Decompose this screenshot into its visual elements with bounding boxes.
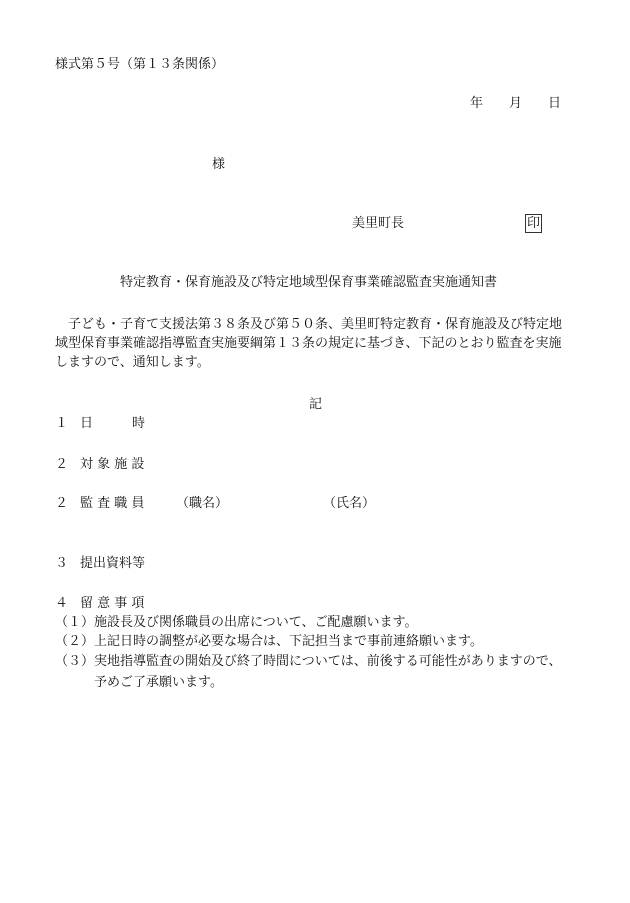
inspector-title-field: （職名） — [176, 496, 229, 511]
note-3-continuation: 予めご了承願います。 — [94, 675, 223, 690]
note-1-number: （１） — [55, 615, 95, 630]
seal-mark: 印 — [527, 216, 541, 231]
note-3-number: （３） — [55, 654, 95, 669]
body-line-2: 域型保育事業確認指導監査実施要綱第１３条の規定に基づき、下記のとおり監査を実施 — [55, 336, 562, 351]
addressee-suffix: 様 — [212, 157, 226, 172]
item-5-number: ４ — [55, 596, 69, 611]
item-5-label: 留 意 事 項 — [80, 596, 145, 611]
note-2-text: 上記日時の調整が必要な場合は、下記担当まで事前連絡願います。 — [94, 634, 483, 649]
item-2-label: 対 象 施 設 — [80, 457, 145, 472]
item-4-label: 提出資料等 — [80, 556, 146, 571]
document-title: 特定教育・保育施設及び特定地域型保育事業確認監査実施通知書 — [120, 275, 498, 290]
item-3-label: 監 査 職 員 — [80, 496, 145, 511]
item-3-number: ２ — [55, 496, 69, 511]
item-1-number: １ — [55, 416, 69, 431]
note-2-number: （２） — [55, 634, 95, 649]
sender-name: 美里町長 — [352, 216, 405, 231]
item-1-label: 日 時 — [80, 416, 146, 431]
date-line: 年 月 日 — [470, 96, 562, 111]
item-2-number: ２ — [55, 457, 69, 472]
body-line-3: しますので、通知します。 — [55, 355, 210, 370]
note-1-text: 施設長及び関係職員の出席について、ご配慮願います。 — [94, 615, 418, 630]
item-4-number: ３ — [55, 556, 69, 571]
inspector-name-field: （氏名） — [323, 496, 376, 511]
form-number: 様式第５号（第１３条関係） — [55, 57, 225, 72]
note-3-text: 実地指導監査の開始及び終了時間については、前後する可能性がありますので、 — [94, 654, 562, 669]
ki-heading: 記 — [309, 397, 323, 412]
body-line-1: 子ども・子育て支援法第３８条及び第５０条、美里町特定教育・保育施設及び特定地 — [55, 317, 563, 332]
